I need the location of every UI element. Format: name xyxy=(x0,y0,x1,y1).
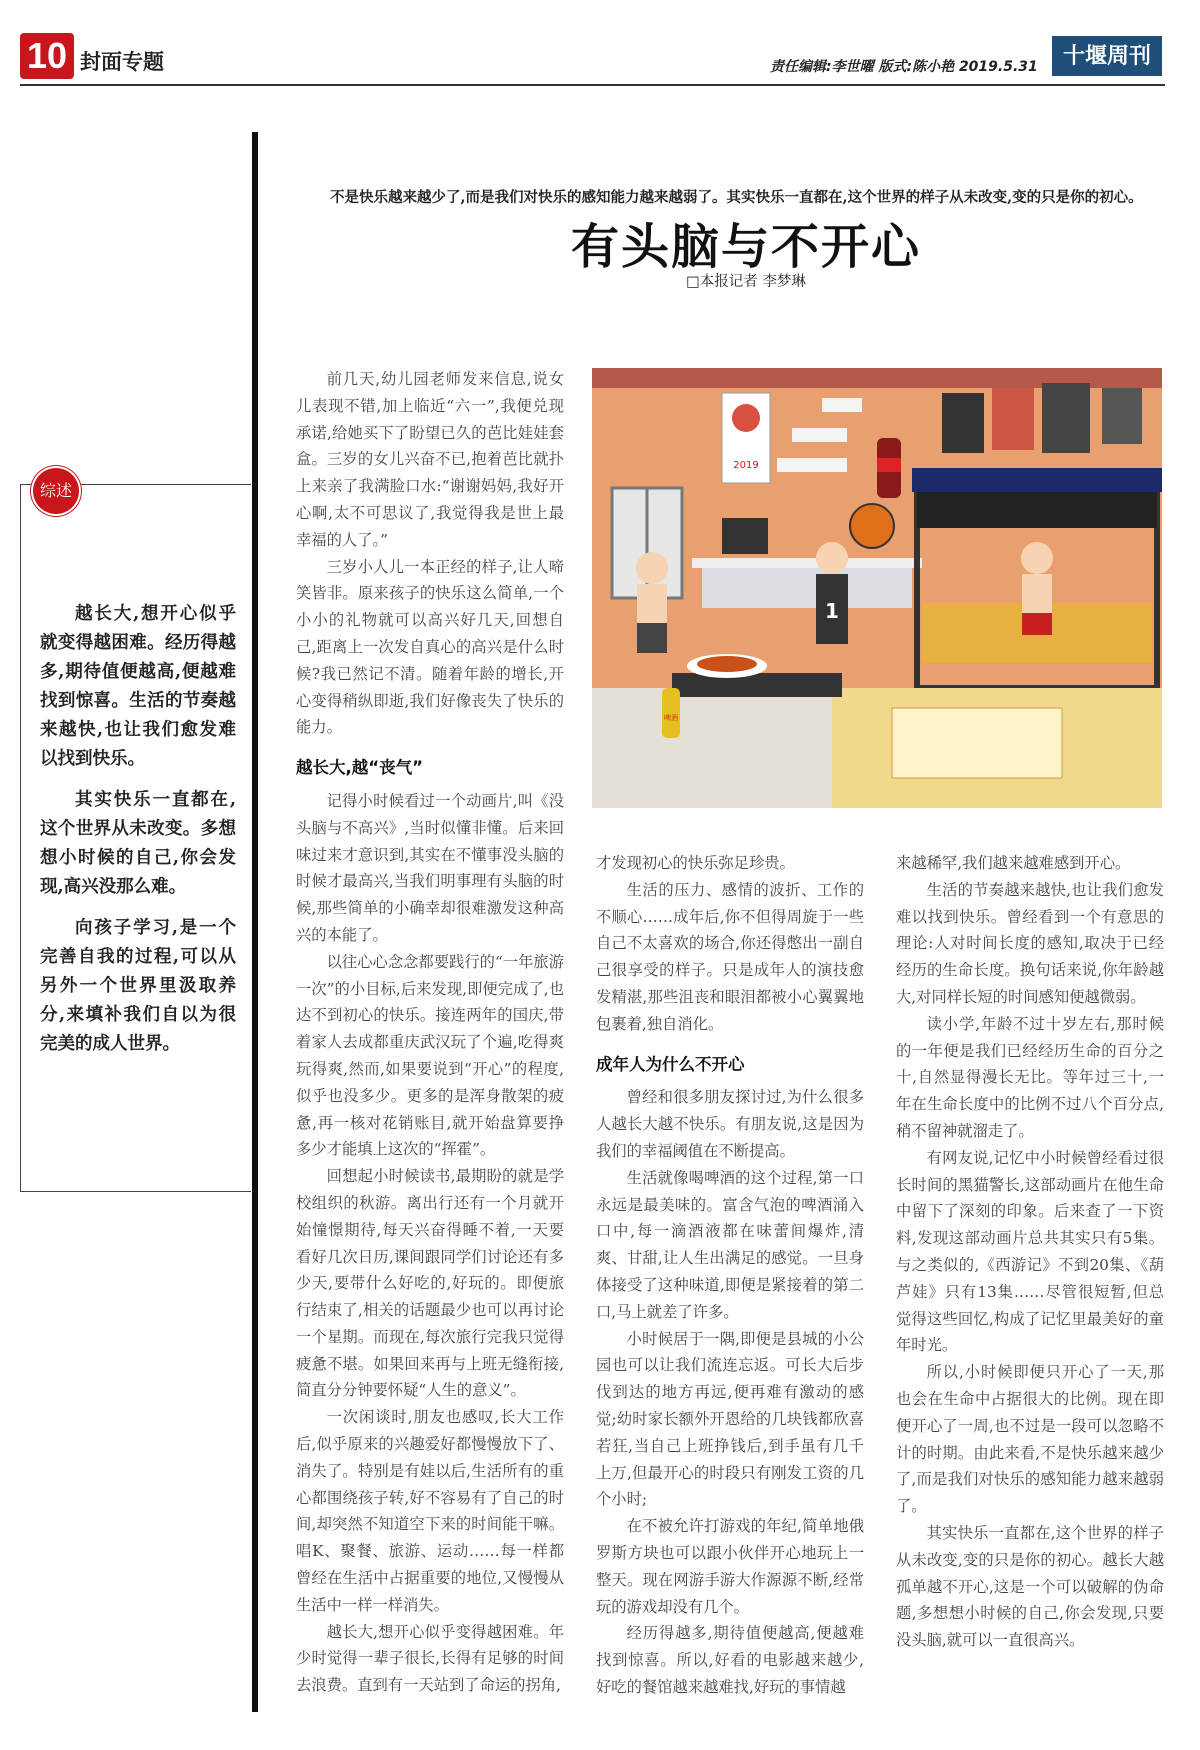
illustration-svg xyxy=(592,368,1162,808)
calendar-text: 2019 xyxy=(733,460,759,471)
editor-credits: 责任编辑:李世曜 版式:陈小艳 2019.5.31 xyxy=(770,59,1038,75)
article-byline: □本报记者 李梦琳 xyxy=(686,274,806,290)
paragraph: 前几天,幼儿园老师发来信息,说女儿表现不错,加上临近“六一”,我便兑现承诺,给她买下了盼望已久的芭比娃娃套盒。三岁的女儿兴奋不已,抱着芭比就扑上来亲了我满脸口水:“谢谢妈妈,我好开心啊,太不可思议了,我觉得我是世上最幸福的人了。” xyxy=(296,370,564,549)
paragraph: 其实快乐一直都在,这个世界的样子从未改变,变的只是你的初心。越长大越孤单越不开心,这是一个可以破解的伪命题,多想想小时候的自己,你会发现,只要没头脑,就可以一直很高兴。 xyxy=(896,1523,1164,1650)
paragraph: 有网友说,记忆中小时候曾经看过很长时间的黑猫警长,这部动画片在他生命中留下了深刻的印象。后来查了一下资料,发现这部动画片总共其实只有5集。与之类似的,《西游记》不到20集、《葫芦娃》只有13集……尽管很短暂,但总觉得这些回忆,构成了记忆里最美好的童年时光。 xyxy=(896,1148,1164,1355)
paragraph: 三岁小人儿一本正经的样子,让人啼笑皆非。原来孩子的快乐这么简单,一个小小的礼物就可以高兴好几天,回想自己,距离上一次发自真心的高兴是什么时候?我已然记不清。随着年龄的增长,开心变得稍纵即逝,我们好像丧失了快乐的能力。 xyxy=(296,557,564,737)
paragraph: 小时候居于一隅,即便是县城的小公园也可以让我们流连忘返。可长大后步伐到达的地方再远,便再难有激动的感觉;幼时家长额外开恩给的几块钱都欣喜若狂,当自己上班挣钱后,到手虽有几千上万,但最开心的时段只有刚发工资的几个小时; xyxy=(596,1329,864,1509)
article-column-2 xyxy=(596,850,864,1701)
paragraph: 生活就像喝啤酒的这个过程,第一口永远是最美味的。富含气泡的啤酒涌入口中,每一滴酒液都在味蕾间爆炸,清爽、甘甜,让人生出满足的感觉。一旦身体接受了这种味道,即便是紧接着的第二口,马上就差了许多。 xyxy=(596,1168,864,1321)
article-lead: 不是快乐越来越少了,而是我们对快乐的感知能力越来越弱了。其实快乐一直都在,这个世界的样子从未改变,变的只是你的初心。 xyxy=(330,189,1143,206)
jersey-number: 1 xyxy=(825,599,839,623)
paragraph: 越长大,想开心似乎变得越困难。年少时觉得一辈子很长,长得有足够的时间去浪费。直到有一天站到了命运的拐角, xyxy=(296,1622,564,1695)
vertical-divider xyxy=(252,132,258,1712)
cover-illustration xyxy=(592,368,1162,808)
subheading: 越长大,越“丧气” xyxy=(296,758,423,778)
summary-paragraph: 越长大,想开心似乎就变得越困难。经历得越多,期待值便越高,便越难找到惊喜。生活的节奏越来越快,也让我们愈发难以找到快乐。 xyxy=(40,604,236,769)
article-column-1 xyxy=(296,366,564,1699)
paragraph: 生活的节奏越来越快,也让我们愈发难以找到快乐。曾经看到一个有意思的理论:人对时间长度的感知,取决于已经经历的生命长度。换句话来说,你年龄越大,对同样长短的时间感知便越微弱。 xyxy=(896,880,1164,1006)
page-header xyxy=(0,0,1200,90)
paragraph: 记得小时候看过一个动画片,叫《没头脑与不高兴》,当时似懂非懂。后来回味过来才意识到,其实在不懂事没头脑的时候才最高兴,当我们明事理有头脑的时候,那些简单的小确幸却很难激发这种高兴的本能了。 xyxy=(296,791,564,944)
paragraph: 所以,小时候即便只开心了一天,那也会在生命中占据很大的比例。现在即便开心了一周,也不过是一段可以忽略不计的时期。由此来看,不是快乐越来越少了,而是我们对快乐的感知能力越来越弱了。 xyxy=(896,1363,1164,1516)
section-title: 封面专题 xyxy=(80,50,164,74)
page-number: 10 xyxy=(20,33,74,79)
paragraph: 在不被允许打游戏的年纪,简单地俄罗斯方块也可以跟小伙伴开心地玩上一整天。现在网游手游大作源源不断,经常玩的游戏却没有几个。 xyxy=(596,1517,864,1616)
article-column-3 xyxy=(896,850,1164,1654)
header-rule xyxy=(20,84,1165,86)
paragraph: 以往心心念念都要践行的“一年旅游一次”的小目标,后来发现,即便完成了,也达不到初心的快乐。接连两年的国庆,带着家人去成都重庆武汉玩了个遍,吃得爽玩得爽,然而,如果要说到“开心”的程度,似乎也没多少。更多的是浑身散架的疲惫,再一核对花销账目,就开始盘算要挣多少才能填上这次的“挥霍”。 xyxy=(296,952,564,1159)
paragraph: 来越稀罕,我们越来越难感到开心。 xyxy=(896,854,1131,872)
bottle-label: 啤酒 xyxy=(664,714,678,722)
summary-paragraph: 向孩子学习,是一个完善自我的过程,可以从另外一个世界里汲取养分,来填补我们自以为很完美的成人世界。 xyxy=(40,918,236,1054)
paragraph: 回想起小时候读书,最期盼的就是学校组织的秋游。离出行还有一个月就开始憧憬期待,每天兴奋得睡不着,一天要看好几次日历,课间跟同学们讨论还有多少天,要带什么好吃的,好玩的。即便旅行结束了,相关的话题最少也可以再讨论一个星期。而现在,每次旅行完我只觉得疲惫不堪。如果回来再与上班无缝衔接,简直分分钟要怀疑“人生的意义”。 xyxy=(296,1167,564,1400)
masthead-logo: 十堰周刊 xyxy=(1052,36,1162,76)
summary-text xyxy=(40,600,236,1071)
paragraph: 一次闲谈时,朋友也感叹,长大工作后,似乎原来的兴趣爱好都慢慢放下了、消失了。特别是有娃以后,生活所有的重心都围绕孩子转,好不容易有了自己的时间,却突然不知道空下来的时间能干嘛。唱K、聚餐、旅游、运动……每一样都曾经在生活中占据重要的地位,又慢慢从生活中一样一样消失。 xyxy=(296,1408,564,1614)
paragraph: 曾经和很多朋友探讨过,为什么很多人越长大越不快乐。有朋友说,这是因为我们的幸福阈值在不断提高。 xyxy=(596,1088,864,1160)
paragraph: 经历得越多,期待值便越高,便越难找到惊喜。所以,好看的电影越来越少,好吃的餐馆越来越难找,好玩的事情越 xyxy=(596,1624,864,1696)
subheading: 成年人为什么不开心 xyxy=(596,1054,745,1074)
article-title: 有头脑与不开心 xyxy=(570,219,921,275)
paragraph: 才发现初心的快乐弥足珍贵。 xyxy=(596,854,795,872)
summary-tag: 综述 xyxy=(33,468,79,514)
summary-paragraph: 其实快乐一直都在,这个世界从未改变。多想想小时候的自己,你会发现,高兴没那么难。 xyxy=(40,790,236,897)
paragraph: 读小学,年龄不过十岁左右,那时候的一年便是我们已经经历生命的百分之十,自然显得漫长无比。等年过三十,一年在生命长度中的比例不过八个百分点,稍不留神就溜走了。 xyxy=(896,1014,1164,1140)
paragraph: 生活的压力、感情的波折、工作的不顺心……成年后,你不但得周旋于一些自己不太喜欢的场合,你还得憋出一副自己很享受的样子。只是成年人的演技愈发精湛,那些沮丧和眼泪都被小心翼翼地包裹着,独自消化。 xyxy=(596,880,864,1033)
